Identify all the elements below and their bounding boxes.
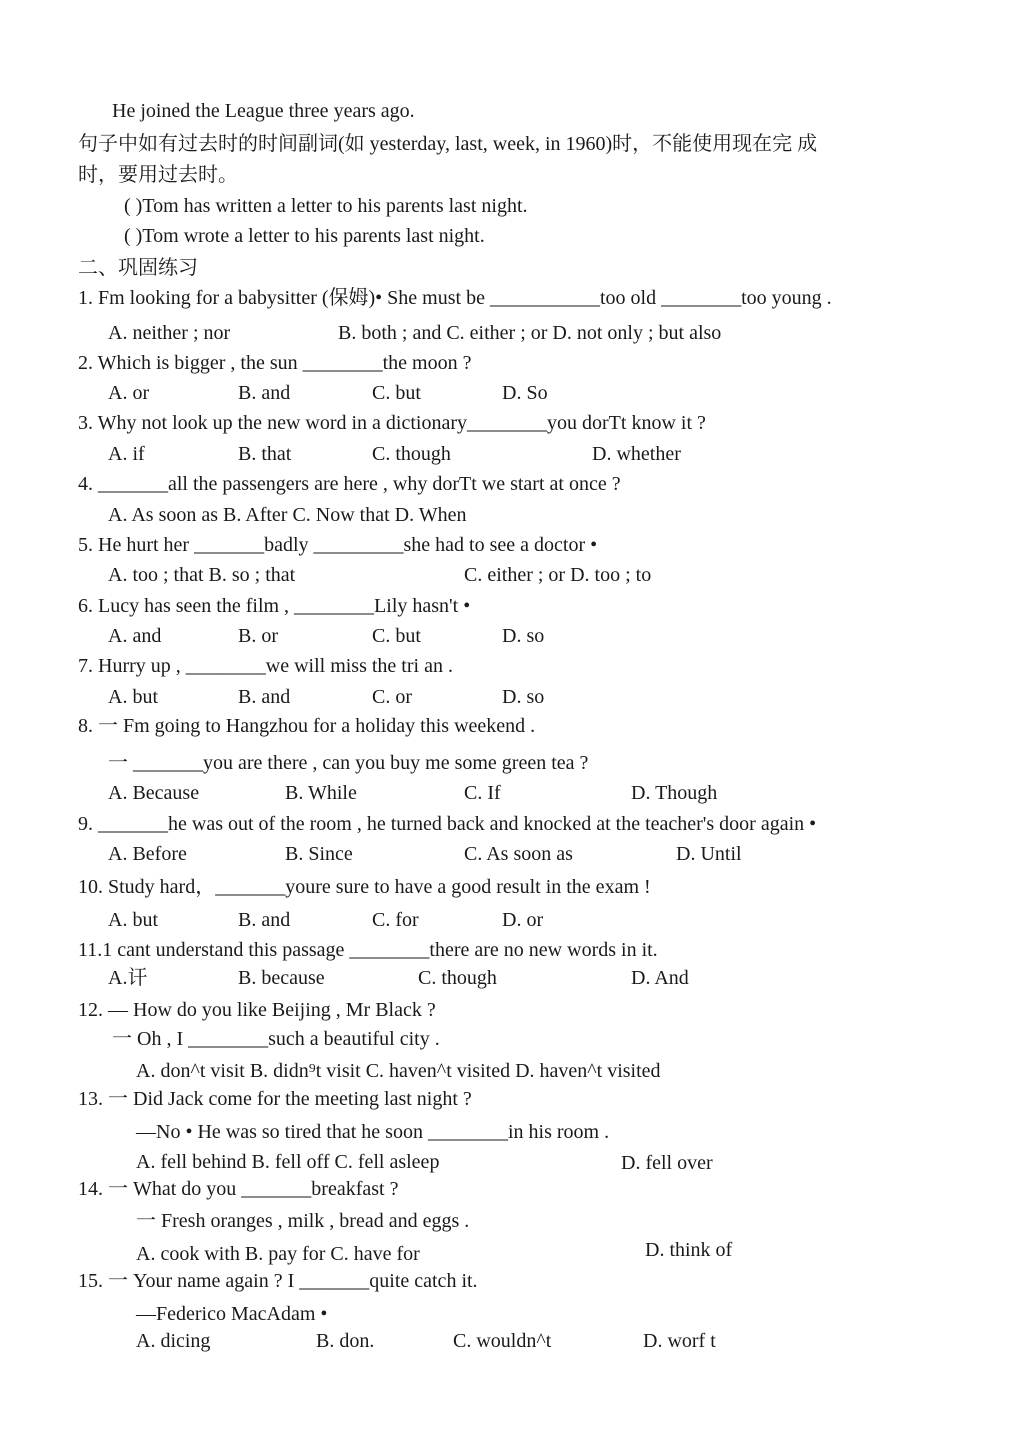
- question-10-option: D. or: [502, 909, 544, 931]
- question-13-stem: 13. 一 Did Jack come for the meeting last night ?: [78, 1088, 472, 1110]
- question-2-option: D. So: [502, 382, 548, 404]
- question-3-option: D. whether: [592, 443, 681, 465]
- question-11-option: D. And: [631, 967, 689, 989]
- question-8-stem: 8. 一 Fm going to Hangzhou for a holiday this weekend .: [78, 715, 536, 737]
- question-15-stem: 15. 一 Your name again ? I _______quite catch it.: [78, 1270, 478, 1292]
- question-9-option: D. Until: [676, 843, 742, 865]
- question-8-option: C. If: [464, 782, 501, 804]
- question-8-option: B. While: [285, 782, 357, 804]
- question-2-stem: 2. Which is bigger , the sun ________the moon ?: [78, 352, 472, 374]
- question-8-option: A. Because: [108, 782, 200, 804]
- question-12-stem: 12. — How do you like Beijing , Mr Black ?: [78, 999, 436, 1021]
- question-10-stem: 10. Study hard，_______youre sure to have a good result in the exam !: [78, 876, 651, 898]
- check-item-2: ( )Tom wrote a letter to his parents last night.: [124, 225, 485, 247]
- question-1-option: B. both ; and C. either ; or D. not only ; but also: [338, 322, 722, 344]
- question-1-stem: 1. Fm looking for a babysitter (保姆)• She must be ___________too old ________too young .: [78, 287, 832, 309]
- question-5-option: A. too ; that B. so ; that: [108, 564, 296, 586]
- question-11-stem: 11.1 cant understand this passage ________there are no new words in it.: [78, 939, 658, 961]
- question-3-option: B. that: [238, 443, 292, 465]
- question-4-stem: 4. _______all the passengers are here , why dorTt we start at once ?: [78, 473, 621, 495]
- question-15-stem-2: —Federico MacAdam •: [136, 1303, 328, 1325]
- question-3-option: C. though: [372, 443, 451, 465]
- question-7-option: A. but: [108, 686, 158, 708]
- question-6-option: C. but: [372, 625, 421, 647]
- question-7-stem: 7. Hurry up , ________we will miss the tri an .: [78, 655, 453, 677]
- question-5-option: C. either ; or D. too ; to: [464, 564, 652, 586]
- question-15-option: B. don.: [316, 1330, 375, 1352]
- question-3-option: A. if: [108, 443, 145, 465]
- question-7-option: D. so: [502, 686, 545, 708]
- question-1-option: A. neither ; nor: [108, 322, 231, 344]
- question-14-stem-2: 一 Fresh oranges , milk , bread and eggs .: [136, 1210, 470, 1232]
- question-10-option: B. and: [238, 909, 291, 931]
- question-6-option: D. so: [502, 625, 545, 647]
- question-10-option: C. for: [372, 909, 419, 931]
- question-9-option: B. Since: [285, 843, 353, 865]
- question-8-option: D. Though: [631, 782, 718, 804]
- question-12-stem-2: 一 Oh , I ________such a beautiful city .: [112, 1028, 440, 1050]
- question-11-option: B. because: [238, 967, 325, 989]
- question-15-option: A. dicing: [136, 1330, 211, 1352]
- grammar-rule-line-2: 时，要用过去时。: [78, 164, 238, 186]
- question-14-option: A. cook with B. pay for C. have for: [136, 1243, 420, 1265]
- question-3-stem: 3. Why not look up the new word in a dictionary________you dorTt know it ?: [78, 412, 706, 434]
- question-14-stem: 14. 一 What do you _______breakfast ?: [78, 1178, 399, 1200]
- question-6-option: B. or: [238, 625, 278, 647]
- question-9-stem: 9. _______he was out of the room , he turned back and knocked at the teacher's door again •: [78, 813, 817, 835]
- question-15-option: C. wouldn^t: [453, 1330, 552, 1352]
- question-7-option: B. and: [238, 686, 291, 708]
- question-11-option: C. though: [418, 967, 497, 989]
- question-12-option: A. don^t visit B. didn⁹t visit C. haven^t visited D. haven^t visited: [136, 1060, 661, 1082]
- question-6-option: A. and: [108, 625, 162, 647]
- question-11-option: A.讦: [108, 967, 148, 989]
- question-7-option: C. or: [372, 686, 412, 708]
- question-2-option: C. but: [372, 382, 421, 404]
- question-9-option: C. As soon as: [464, 843, 573, 865]
- grammar-rule-line-1: 句子中如有过去时的时间副词(如 yesterday, last, week, in 1960)时，不能使用现在完 成: [78, 133, 818, 155]
- question-8-stem-2: 一 _______you are there , can you buy me some green tea ?: [108, 752, 589, 774]
- question-15-option: D. worf t: [643, 1330, 716, 1352]
- question-9-option: A. Before: [108, 843, 187, 865]
- question-14-option: D. think of: [645, 1239, 733, 1261]
- question-13-stem-2: —No • He was so tired that he soon ________in his room .: [136, 1121, 610, 1143]
- question-4-option: A. As soon as B. After C. Now that D. When: [108, 504, 467, 526]
- check-item-1: ( )Tom has written a letter to his parents last night.: [124, 195, 528, 217]
- example-sentence: He joined the League three years ago.: [112, 100, 415, 122]
- question-2-option: B. and: [238, 382, 291, 404]
- question-2-option: A. or: [108, 382, 150, 404]
- question-6-stem: 6. Lucy has seen the film , ________Lily hasn't •: [78, 595, 471, 617]
- question-13-option: D. fell over: [621, 1152, 713, 1174]
- question-5-stem: 5. He hurt her _______badly _________she had to see a doctor •: [78, 534, 598, 556]
- question-13-option: A. fell behind B. fell off C. fell asleep: [136, 1151, 440, 1173]
- question-10-option: A. but: [108, 909, 158, 931]
- section-title: 二、巩固练习: [78, 257, 198, 279]
